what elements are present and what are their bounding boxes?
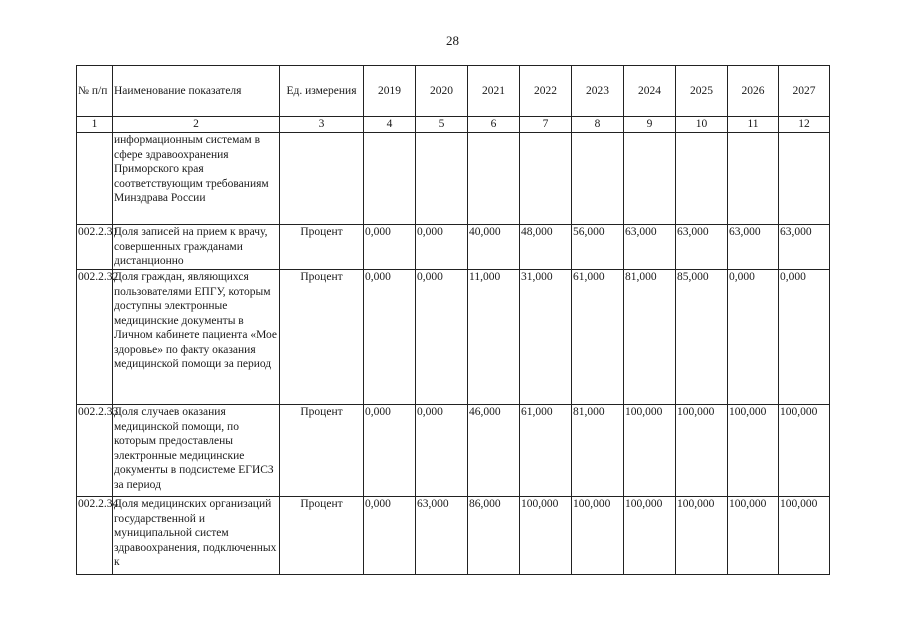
header-cell: 2025 (676, 66, 728, 117)
table-row (77, 225, 830, 270)
unit-cell (280, 133, 364, 225)
header-cell: 2020 (416, 66, 468, 117)
value-2020: 0,000 (416, 270, 468, 405)
column-number: 1 (77, 117, 113, 133)
indicator-name: Доля записей на прием к врачу, совершенных гражданами дистанционно (113, 225, 280, 270)
value-2019: 0,000 (364, 225, 416, 270)
indicator-name: информационным системам в сфере здравоохранения Приморского края соответствующим требованиям Минздрава России (113, 133, 280, 225)
value-2021: 40,000 (468, 225, 520, 270)
value-2024: 81,000 (624, 270, 676, 405)
indicator-name: Доля случаев оказания медицинской помощи, по которым предоставлены электронные медицинские документы в подсистеме ЕГИСЗ за период (113, 405, 280, 497)
indicator-name: Доля граждан, являющихся пользователями ЕПГУ, которым доступны электронные медицинские документы в Личном кабинете пациента «Мое здоровье» по факту оказания медицинской помощи за период (113, 270, 280, 405)
value-2023: 61,000 (572, 270, 624, 405)
column-number: 4 (364, 117, 416, 133)
value-2024: 100,000 (624, 405, 676, 497)
value-2027 (779, 133, 830, 225)
header-cell: 2021 (468, 66, 520, 117)
column-number-row (77, 117, 830, 133)
unit-cell: Процент (280, 270, 364, 405)
value-2019 (364, 133, 416, 225)
page-number: 28 (446, 33, 459, 48)
column-number: 3 (280, 117, 364, 133)
value-2027: 100,000 (779, 405, 830, 497)
value-2027: 0,000 (779, 270, 830, 405)
value-2021: 11,000 (468, 270, 520, 405)
value-2023: 81,000 (572, 405, 624, 497)
indicator-name: Доля медицинских организаций государственной и муниципальной систем здравоохранения, подключенных к (113, 497, 280, 575)
column-number: 6 (468, 117, 520, 133)
column-number: 9 (624, 117, 676, 133)
value-2021: 86,000 (468, 497, 520, 575)
column-number: 7 (520, 117, 572, 133)
header-cell: 2019 (364, 66, 416, 117)
unit-cell: Процент (280, 497, 364, 575)
value-2020 (416, 133, 468, 225)
column-number: 2 (113, 117, 280, 133)
value-2026 (728, 133, 779, 225)
value-2021 (468, 133, 520, 225)
header-cell: № п/п (77, 66, 113, 117)
header-cell: 2026 (728, 66, 779, 117)
row-number: 002.2.31 (77, 225, 113, 270)
header-cell: Наименование показателя (113, 66, 280, 117)
table-row (77, 405, 830, 497)
value-2020: 0,000 (416, 225, 468, 270)
header-cell: 2024 (624, 66, 676, 117)
value-2023: 56,000 (572, 225, 624, 270)
value-2022 (520, 133, 572, 225)
header-cell: 2022 (520, 66, 572, 117)
value-2021: 46,000 (468, 405, 520, 497)
value-2020: 63,000 (416, 497, 468, 575)
value-2023: 100,000 (572, 497, 624, 575)
column-number: 11 (728, 117, 779, 133)
value-2026: 100,000 (728, 497, 779, 575)
column-number: 12 (779, 117, 830, 133)
value-2020: 0,000 (416, 405, 468, 497)
value-2025 (676, 133, 728, 225)
value-2026: 0,000 (728, 270, 779, 405)
unit-cell: Процент (280, 225, 364, 270)
value-2027: 63,000 (779, 225, 830, 270)
value-2022: 100,000 (520, 497, 572, 575)
value-2024: 100,000 (624, 497, 676, 575)
table-row (77, 270, 830, 405)
value-2026: 63,000 (728, 225, 779, 270)
column-number: 5 (416, 117, 468, 133)
header-cell: 2027 (779, 66, 830, 117)
row-number: 002.2.32 (77, 270, 113, 405)
value-2023 (572, 133, 624, 225)
unit-cell: Процент (280, 405, 364, 497)
value-2025: 100,000 (676, 497, 728, 575)
value-2027: 100,000 (779, 497, 830, 575)
value-2019: 0,000 (364, 405, 416, 497)
header-cell: Ед. измерения (280, 66, 364, 117)
row-number (77, 133, 113, 225)
row-number: 002.2.34 (77, 497, 113, 575)
value-2025: 85,000 (676, 270, 728, 405)
value-2019: 0,000 (364, 497, 416, 575)
indicators-table (76, 65, 830, 575)
table-row (77, 497, 830, 575)
value-2024: 63,000 (624, 225, 676, 270)
column-number: 10 (676, 117, 728, 133)
value-2025: 63,000 (676, 225, 728, 270)
header-cell: 2023 (572, 66, 624, 117)
column-number: 8 (572, 117, 624, 133)
value-2022: 48,000 (520, 225, 572, 270)
value-2022: 61,000 (520, 405, 572, 497)
header-row (77, 66, 830, 117)
value-2019: 0,000 (364, 270, 416, 405)
value-2026: 100,000 (728, 405, 779, 497)
value-2024 (624, 133, 676, 225)
table-row (77, 133, 830, 225)
row-number: 002.2.33 (77, 405, 113, 497)
value-2022: 31,000 (520, 270, 572, 405)
value-2025: 100,000 (676, 405, 728, 497)
